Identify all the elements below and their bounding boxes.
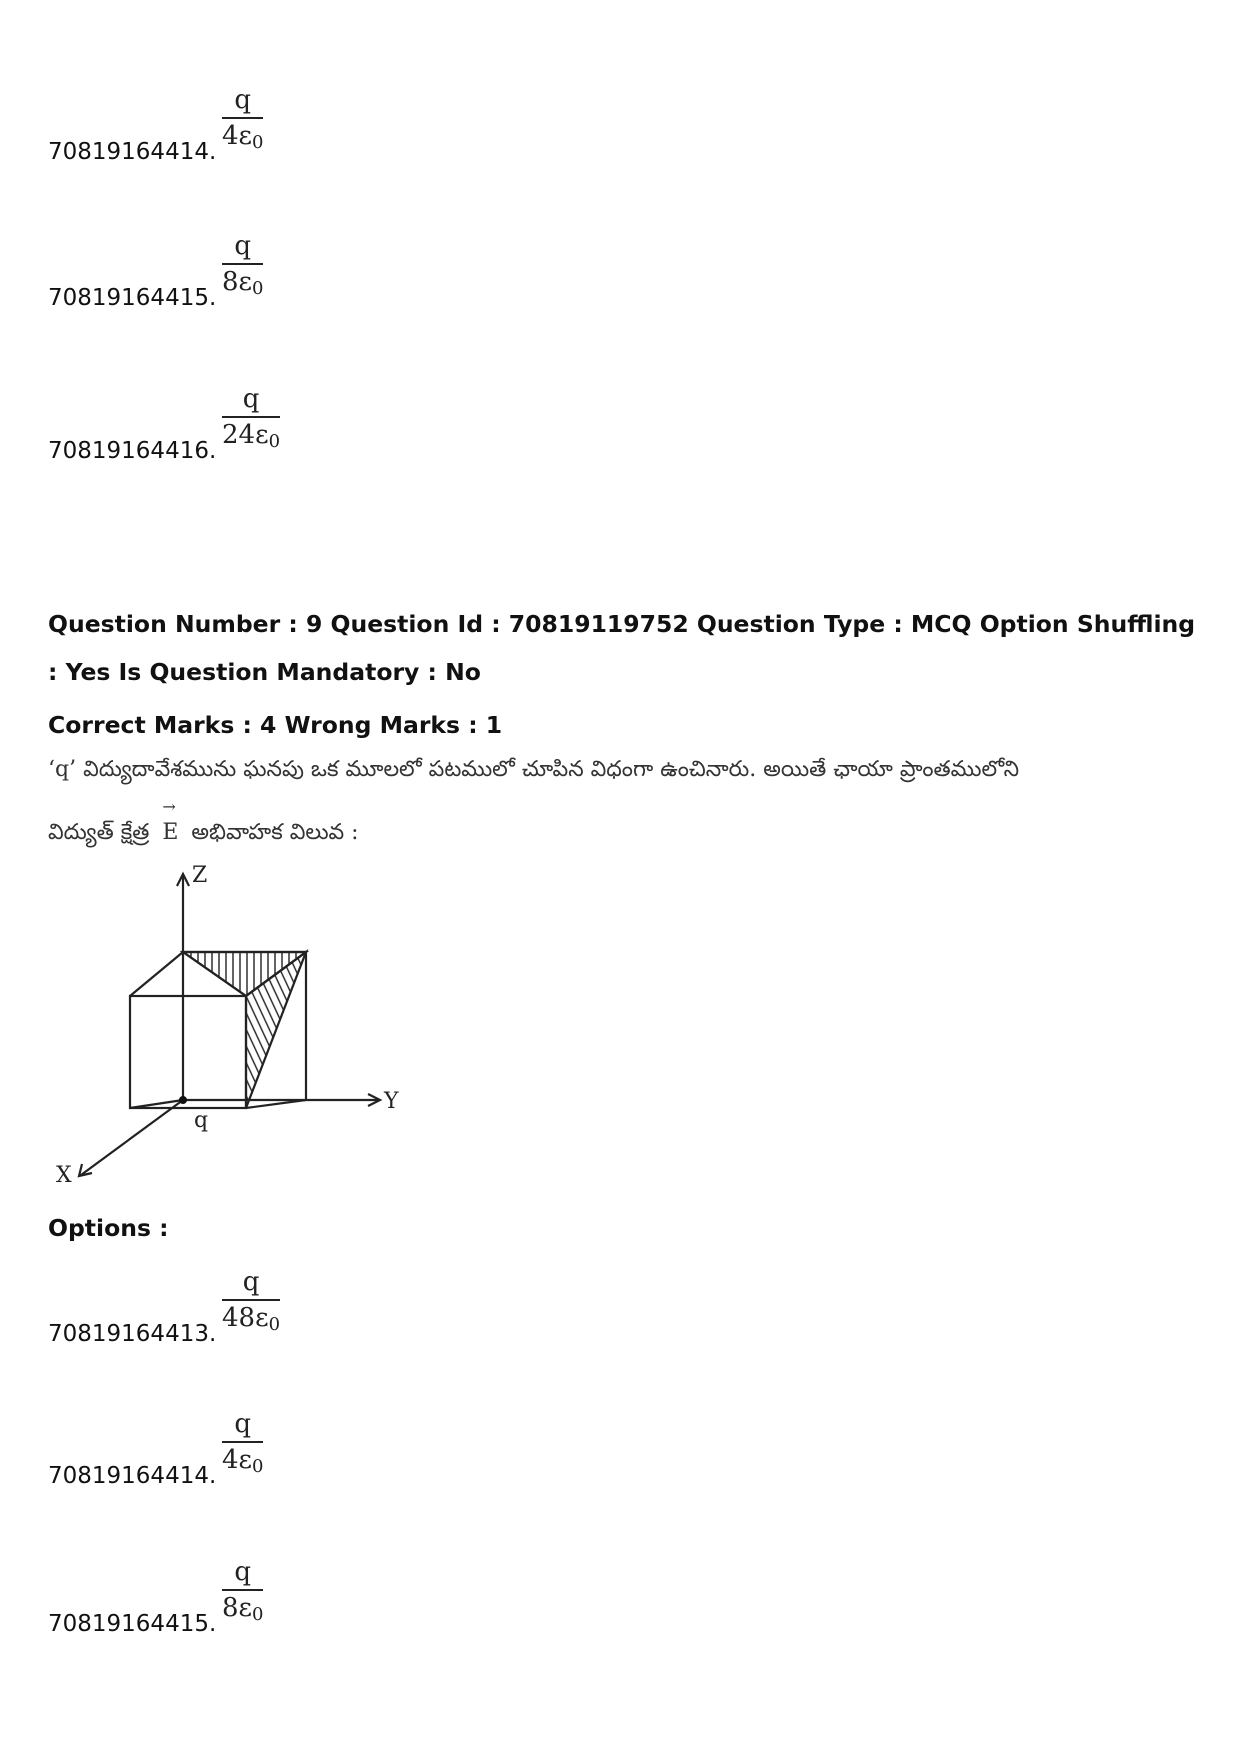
option-3[interactable] [48, 1548, 648, 1638]
options-label: Options : [48, 1214, 169, 1242]
x-axis [81, 1100, 183, 1175]
option-fraction [222, 384, 280, 457]
option-fraction [222, 231, 263, 304]
option-id: 70819164416. [48, 438, 217, 464]
fraction-denominator: $48\varepsilon_0$ [222, 1303, 281, 1335]
y-axis-label: Y [384, 1089, 399, 1114]
fraction-numerator: q [242, 1267, 260, 1297]
question-text-line-2 [48, 797, 359, 851]
cube-figure [48, 860, 418, 1190]
fraction-numerator: q [234, 231, 252, 261]
option-fraction [222, 1267, 280, 1340]
fraction-numerator: q [234, 1409, 252, 1439]
question-header: Question Number : 9 Question Id : 70819119752 Question Type : MCQ Option Shuffling : Yes Is Question Mandatory : No [48, 610, 1196, 686]
vector-symbol: E [162, 820, 179, 845]
option-id: 70819164415. [48, 1611, 217, 1637]
fraction-denominator: $8\varepsilon_0$ [222, 267, 264, 299]
option-fraction [222, 85, 263, 158]
cube-diagram [48, 860, 418, 1190]
z-axis-label: Z [192, 863, 208, 888]
option-fraction [222, 1557, 263, 1630]
fraction-numerator: q [234, 85, 252, 115]
fraction-denominator: $4\varepsilon_0$ [222, 121, 264, 153]
x-axis-label: X [56, 1163, 72, 1188]
option-1[interactable] [48, 1258, 648, 1348]
fraction-denominator: $8\varepsilon_0$ [222, 1593, 264, 1625]
option-id: 70819164413. [48, 1321, 217, 1347]
option-fraction [222, 1409, 263, 1482]
prev-option-2[interactable] [48, 222, 648, 312]
charge-dot [179, 1096, 187, 1104]
vector-arrow-icon: → [162, 797, 176, 816]
charge-label: q [194, 1108, 209, 1133]
option-id: 70819164414. [48, 1463, 217, 1489]
fraction-numerator: q [234, 1557, 252, 1587]
question-marks: Correct Marks : 4 Wrong Marks : 1 [48, 711, 503, 739]
electric-field-vector [162, 797, 179, 851]
option-2[interactable] [48, 1400, 648, 1490]
fraction-numerator: q [242, 384, 260, 414]
prev-option-1[interactable] [48, 76, 648, 166]
question-text-part-a: విద్యుత్ క్షేత్ర [48, 820, 150, 845]
prev-option-3[interactable] [48, 375, 648, 465]
option-id: 70819164415. [48, 285, 217, 311]
fraction-denominator: $24\varepsilon_0$ [222, 420, 281, 452]
question-text-part-b: అభివాహక విలువ : [191, 820, 359, 845]
question-text-line-1: ‘q’ విద్యుదావేశమును ఘనపు ఒక మూలలో పటములో చూపిన విధంగా ఉంచినారు. అయితే ఛాయా ప్రాంతములోని [48, 757, 1020, 782]
fraction-denominator: $4\varepsilon_0$ [222, 1445, 264, 1477]
option-id: 70819164414. [48, 139, 217, 165]
